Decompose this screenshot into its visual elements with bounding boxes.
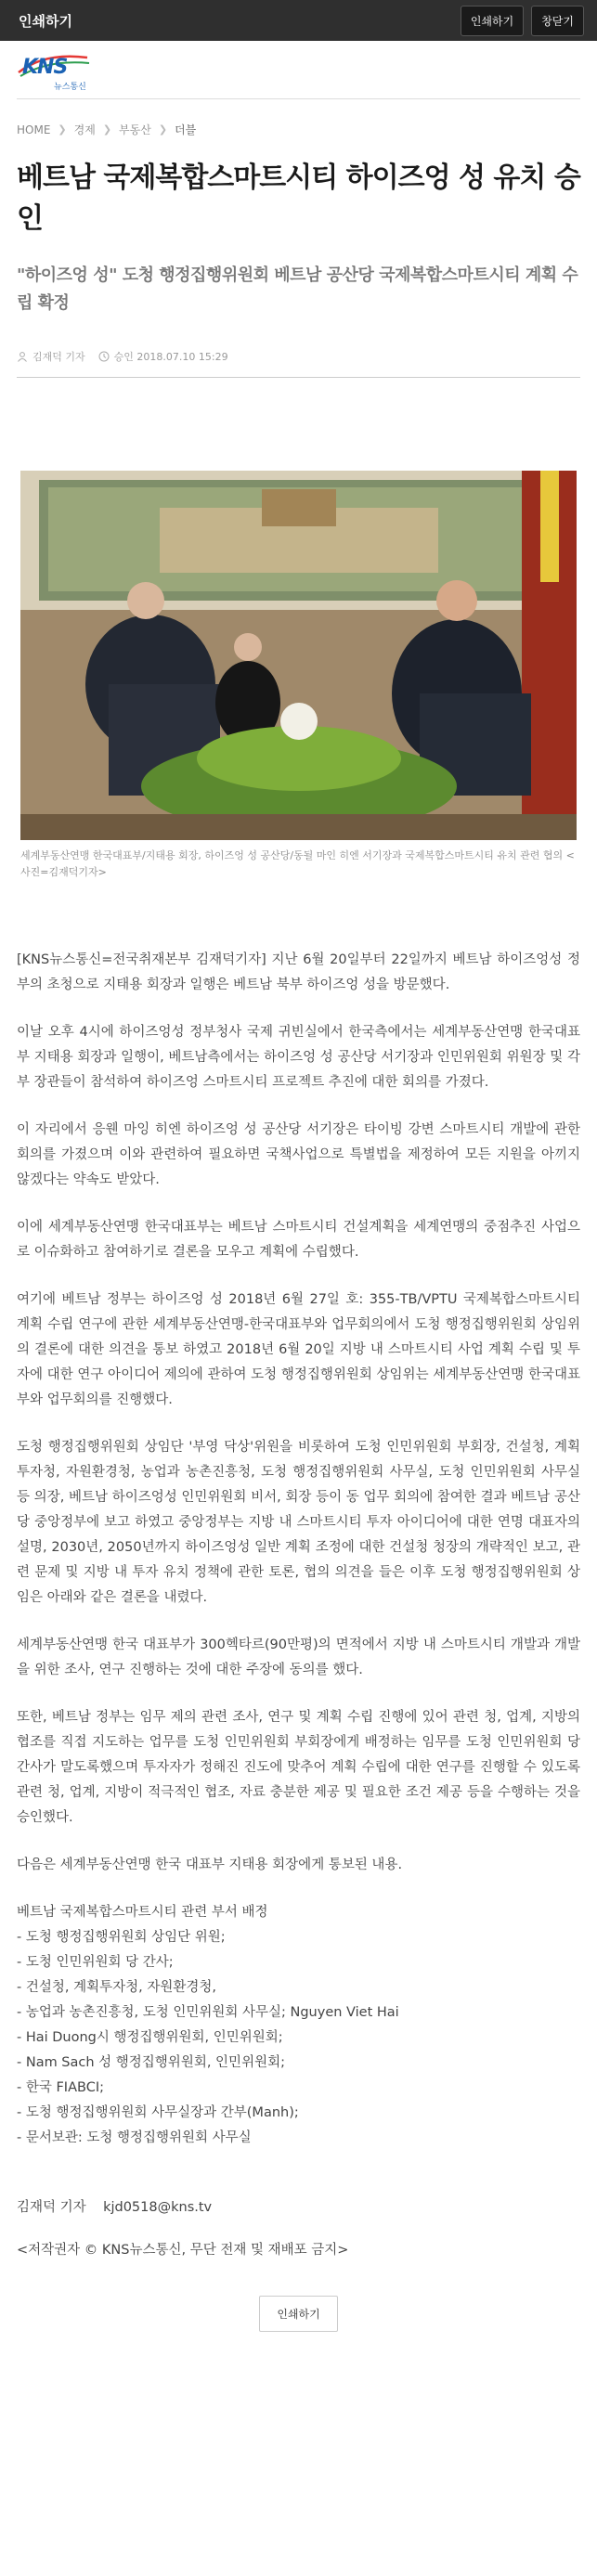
logo-subtitle: 뉴스통신 (54, 83, 86, 92)
user-icon (17, 351, 28, 362)
list-item: - 건설청, 계획투자청, 자원환경청, (17, 1980, 216, 1995)
list-heading: 베트남 국제복합스마트시티 관련 부서 배정 (17, 1905, 268, 1920)
article-paragraph: 이 자리에서 응웬 마잉 히엔 하이즈엉 성 공산당 서기장은 타이빙 강변 스마트시티 개발에 관한 회의를 가졌으며 이와 관련하여 필요하면 국책사업으로 특별법을 제정하여 모든 지원을 아끼지 않겠다는 약속도 받았다. (17, 1122, 580, 1187)
breadcrumb-home[interactable]: HOME (17, 123, 51, 136)
clock-icon (98, 351, 110, 362)
footer-actions (0, 2259, 597, 2360)
logo-text: KNS (22, 56, 68, 79)
article-meta (0, 317, 597, 377)
byline: 김재덕 기자 kjd0518@kns.tv (17, 2200, 213, 2215)
breadcrumb-level1[interactable]: 경제 (73, 123, 96, 136)
article-paragraph: 다음은 세계부동산연맹 한국 대표부 지태용 회장에게 통보된 내용. (17, 1858, 403, 1872)
chevron-right-icon: ❯ (102, 123, 112, 136)
article-paragraph: 도청 행정집행위원회 상임단 '부영 닥상'위원을 비롯하여 도청 인민위원회 부회장, 건설청, 계획투자청, 자원환경청, 농업과 농촌진흥청, 도청 행정집행위원회 사무실, 도청 인민위원회 사무실 등 의장, 베트남 하이즈엉성 인민위원회 비서, 회장 등이 동 업무 회의에 참여한 결과 베트남 공산당 중앙정부에 보고 하였고 중앙정부는 지방 내 스마트시티 투자 아이디어에 대한 연명 대표자의 설명, 2030년, 2050년까지 하이즈엉성 일반 계획 조정에 대한 건설청 청장의 개략적인 보고, 관련 문제 및 지방 내 투자 유치 정책에 관한 토론, 협의 의견을 들은 이후 도청 행정집행위원회 상임은 아래와 같은 결론을 내렸다. (17, 1440, 580, 1605)
approved-datetime: 승인 2018.07.10 15:29 (113, 351, 228, 363)
photo-caption: 세계부동산연맹 한국대표부/지태용 회장, 하이즈엉 성 공산당/동될 마인 히엔 서기장과 국제복합스마트시티 유치 관련 협의 <사진=김재덕기자> (20, 849, 575, 878)
breadcrumb (0, 99, 597, 152)
article-photo (20, 471, 577, 840)
print-button[interactable]: 인쇄하기 (461, 6, 524, 36)
copyright-notice: <저작권자 © KNS뉴스통신, 무단 전재 및 재배포 금지> (17, 2243, 349, 2258)
top-bar (0, 0, 597, 41)
department-list (17, 1925, 580, 2151)
breadcrumb-current[interactable]: 더블 (175, 123, 197, 136)
chevron-right-icon: ❯ (58, 123, 67, 136)
list-item: - Nam Sach 성 행정집행위원회, 인민위원회; (17, 2055, 285, 2070)
list-item: - 도청 행정집행위원회 사무실장과 간부(Manh); (17, 2105, 299, 2120)
list-item: - 농업과 농촌진흥청, 도청 인민위원회 사무실; Nguyen Viet Hai (17, 2005, 399, 2020)
site-logo[interactable] (17, 52, 91, 92)
article-paragraph: [KNS뉴스통신=전국취재본부 김재덕기자] 지난 6월 20일부터 22일까지 베트남 하이즈엉성 정부의 초청으로 지태용 회장과 일행은 베트남 북부 하이즈엉 성을 방문했다. (17, 952, 580, 992)
article-paragraph: 이날 오후 4시에 하이즈엉성 정부청사 국제 귀빈실에서 한국측에서는 세계부동산연맹 한국대표부 지태용 회장과 일행이, 베트남측에서는 하이즈엉 성 공산당 서기장과 인민위원회 위원장 및 각부 장관들이 참석하여 하이즈엉 스마트시티 프로젝트 추진에 대한 회의를 가졌다. (17, 1025, 580, 1090)
author-name: 김재덕 기자 (32, 351, 85, 363)
breadcrumb-level2[interactable]: 부동산 (119, 123, 151, 136)
logo-row (0, 41, 597, 98)
author-meta (17, 349, 85, 364)
list-item: - Hai Duong시 행정집행위원회, 인민위원회; (17, 2030, 283, 2045)
article-paragraph: 또한, 베트남 정부는 임무 제의 관련 조사, 연구 및 계획 수립 진행에 있어 관련 청, 업계, 지방의 협조를 직접 지도하는 업무를 도청 인민위원회 부회장에게 배정하는 임무를 도청 인민위원회 당 간사가 말도록했으며 투자자가 정해진 진도에 맞추어 계획 수립에 대한 연구를 진행할 수 있도록 관련 청, 업계, 지방이 적극적인 협조, 자료 충분한 제공 및 필요한 조건 제공 등을 수행하는 것을 승인했다. (17, 1710, 580, 1825)
chevron-right-icon: ❯ (158, 123, 168, 136)
article-body (0, 881, 597, 2151)
article-paragraph: 이에 세계부동산연맹 한국대표부는 베트남 스마트시티 건설계획을 세계연맹의 중점추진 사업으로 이슈화하고 참여하기로 결론을 모우고 계획에 수립했다. (17, 1220, 580, 1260)
footer-print-button[interactable]: 인쇄하기 (259, 2296, 337, 2332)
list-item: - 문서보관: 도청 행정집행위원회 사무실 (17, 2130, 252, 2145)
top-bar-buttons (461, 6, 584, 36)
article-subtitle: "하이즈엉 성" 도청 행정집행위원회 베트남 공산당 국제복합스마트시티 계획 수립 확정 (17, 265, 578, 313)
approved-meta (98, 349, 228, 364)
article-title: 베트남 국제복합스마트시티 하이즈엉 성 유치 승인 (17, 162, 580, 235)
list-item: - 도청 인민위원회 당 간사; (17, 1955, 174, 1970)
article-paragraph: 여기에 베트남 정부는 하이즈엉 성 2018년 6월 27일 호: 355-TB/VPTU 국제복합스마트시티 계획 수립 연구에 관한 세계부동산연맹-한국대표부와 업무회의에서 도청 행정집행위원회 상임위의 결론에 대한 의견을 통보 하였고 2018년 6월 20일 지방 내 스마트시티 사업 계획 수립 및 투자에 대한 연구 아이디어 제의에 관하여 도청 행정집행위원회 상임위는 세계부동산연맹 한국대표부와 업무회의를 진행했다. (17, 1292, 580, 1407)
logo-mark (17, 52, 91, 82)
list-item: - 도청 행정집행위원회 상임단 위원; (17, 1930, 226, 1945)
close-window-button[interactable]: 창닫기 (531, 6, 584, 36)
top-bar-title: 인쇄하기 (19, 12, 72, 30)
article-paragraph: 세계부동산연맹 한국 대표부가 300헥타르(90만평)의 면적에서 지방 내 스마트시티 개발과 개발을 위한 조사, 연구 진행하는 것에 대한 주장에 동의를 했다. (17, 1638, 580, 1677)
list-item: - 한국 FIABCI; (17, 2080, 104, 2095)
article-photo-wrap (0, 378, 597, 840)
